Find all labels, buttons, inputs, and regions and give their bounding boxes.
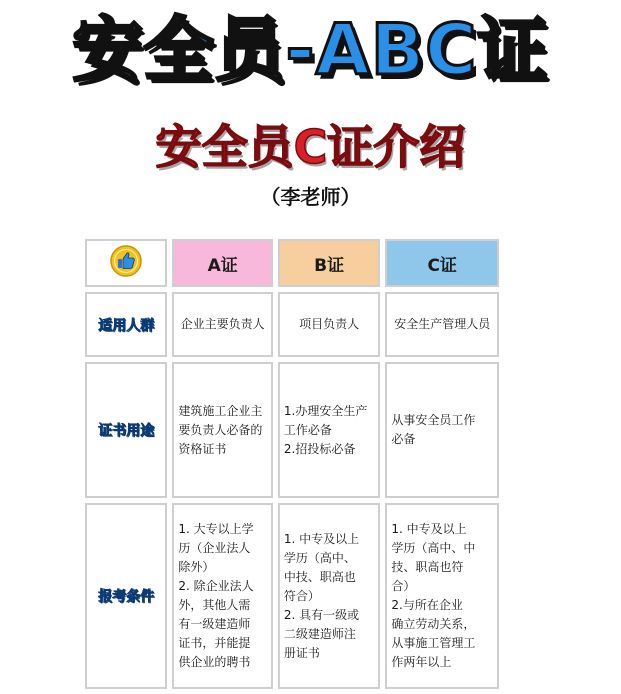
cell-line: 1. 大专以上学: [178, 522, 254, 536]
cell-line: 中技、职高也: [283, 569, 356, 584]
cell-line: 确立劳动关系，: [391, 617, 476, 631]
page-title: 安全员-ABC证: [72, 9, 549, 91]
table-header-row: [85, 239, 499, 287]
cell-audience-b: 项目负责人: [278, 292, 381, 357]
cell-line: 从事安全员工作: [391, 413, 476, 427]
cell-requirements-b: [278, 503, 381, 689]
column-header-b: B证: [278, 239, 381, 287]
cell-line: 2. 除企业法人: [178, 579, 254, 593]
cell-line: 1. 中专及以上: [283, 531, 360, 546]
row-label-requirements: 报考条件: [85, 503, 167, 689]
cell-line: 符合）: [283, 588, 320, 603]
cell-purpose-a: [172, 362, 273, 498]
cell-line: 资格证书: [178, 441, 227, 456]
comparison-table: [80, 234, 504, 694]
cell-purpose-c: [385, 362, 499, 498]
corner-cell: [85, 239, 167, 287]
page-subtitle: 安全员C证介绍: [155, 120, 466, 174]
cell-line: 除外）: [178, 560, 215, 574]
cell-line: 必备: [391, 432, 416, 446]
cell-line: 2.与所在企业: [391, 598, 463, 612]
table-row-requirements: [85, 503, 499, 689]
cell-line: 工作必备: [283, 422, 332, 437]
table-row-audience: [85, 292, 499, 357]
cell-line: 证书，并能提: [178, 636, 251, 650]
row-label-audience: 适用人群: [85, 292, 167, 357]
cell-audience-c: 安全生产管理人员: [385, 292, 499, 357]
cell-line: 历（企业法人: [178, 541, 251, 555]
column-header-c: C证: [385, 239, 499, 287]
table-row-purpose: [85, 362, 499, 498]
cell-line: 技、职高也符: [391, 560, 464, 574]
cell-line: 1. 中专及以上: [391, 522, 467, 536]
cell-line: 从事施工管理工: [391, 636, 476, 650]
thumbs-up-icon: [109, 244, 143, 283]
cell-line: 二级建造师注: [283, 626, 356, 641]
row-label-purpose: 证书用途: [85, 362, 167, 498]
cell-line: 册证书: [283, 645, 320, 660]
cell-line: 建筑施工企业主: [178, 403, 263, 418]
cell-line: 供企业的聘书: [178, 655, 251, 669]
cell-line: 外，其他人需: [178, 598, 251, 612]
cell-requirements-a: [172, 503, 273, 689]
cell-line: 2.招投标必备: [283, 441, 356, 456]
teacher-name: （李老师）: [260, 185, 361, 209]
cell-line: 要负责人必备的: [178, 422, 263, 437]
cell-line: 作两年以上: [391, 655, 452, 669]
cell-line: 2. 具有一级或: [283, 607, 360, 622]
column-header-a: A证: [172, 239, 273, 287]
cell-line: 学历（高中、: [283, 550, 356, 565]
cell-line: 学历（高中、中: [391, 541, 476, 555]
cell-line: 1.办理安全生产: [283, 403, 368, 418]
cell-purpose-b: [278, 362, 381, 498]
cell-requirements-c: [385, 503, 499, 689]
cell-line: 有一级建造师: [178, 617, 251, 631]
cell-audience-a: 企业主要负责人: [172, 292, 273, 357]
cell-line: 合）: [391, 579, 416, 593]
